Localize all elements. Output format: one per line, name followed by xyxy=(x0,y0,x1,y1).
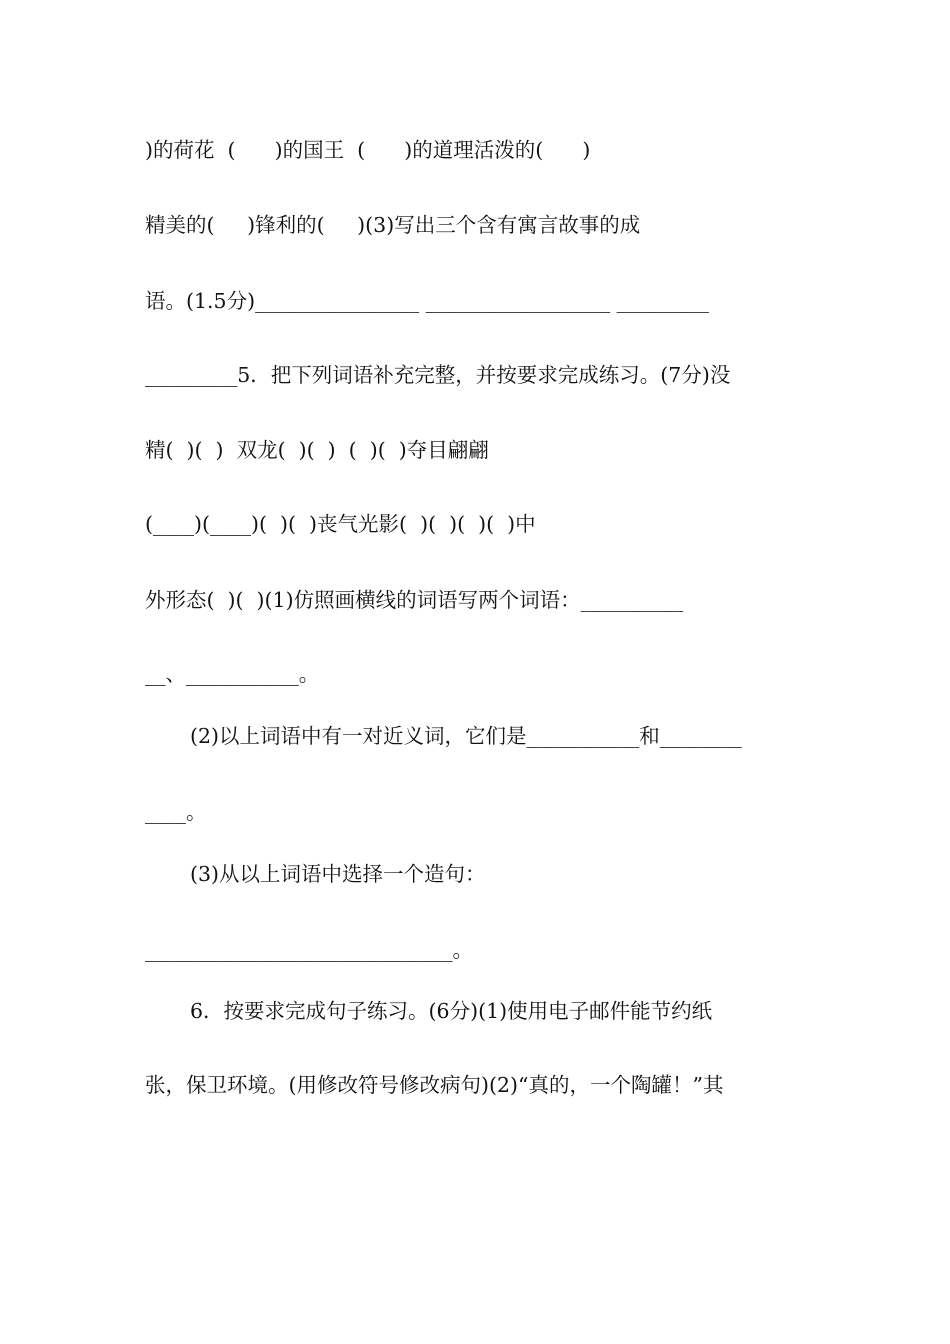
text-line-1: )的荷花 ( )的国王 ( )的道理活泼的( ) xyxy=(145,138,591,162)
text-line-6: (____)(____)( )( )丧气光影( )( )( )( )中 xyxy=(145,512,536,536)
text-line-13: 6．按要求完成句子练习。(6分)(1)使用电子邮件能节约纸 xyxy=(190,999,713,1023)
text-line-12: ______________________________。 xyxy=(145,938,473,962)
text-line-4: _________5．把下列词语补充完整，并按要求完成练习。(7分)没 xyxy=(145,363,731,387)
text-line-7: 外形态( )( )(1)仿照画横线的词语写两个词语：__________ xyxy=(145,588,684,612)
text-line-10: ____。 xyxy=(145,800,207,824)
text-line-5: 精( )( ) 双龙( )( ) ( )( )夺目翩翩 xyxy=(145,438,489,462)
text-line-2: 精美的( )锋利的( )(3)写出三个含有寓言故事的成 xyxy=(145,213,641,237)
text-line-14: 张，保卫环境。(用修改符号修改病句)(2)“真的，一个陶罐！”其 xyxy=(145,1073,724,1097)
text-line-8: __、___________。 xyxy=(145,662,320,686)
text-line-3: 语。(1.5分)________________ __________________ _________ xyxy=(145,289,709,313)
text-line-11: (3)从以上词语中选择一个造句： xyxy=(190,862,486,886)
text-line-9: (2)以上词语中有一对近义词，它们是___________和________ xyxy=(190,724,742,748)
